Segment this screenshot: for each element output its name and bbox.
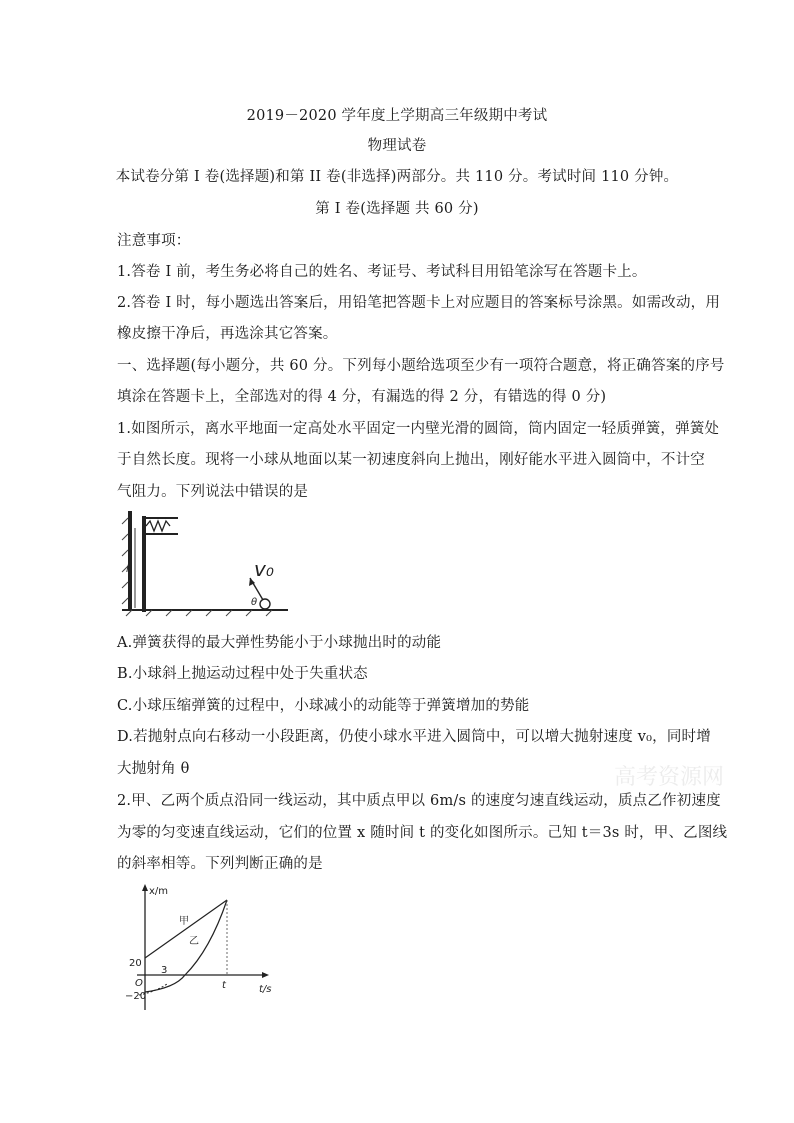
q2-stem-line-2: 为零的匀变速直线运动，它们的位置 x 随时间 t 的变化如图所示。己知 t＝3s 时，甲、乙图线 (117, 825, 728, 841)
q1-option-a: A.弹簧获得的最大弹性势能小于小球抛出时的动能 (117, 635, 442, 651)
q2-y-axis-arrow (142, 884, 148, 891)
q2-curve-yi (145, 900, 227, 992)
q2-y-axis-label: x/m (149, 886, 169, 897)
exam-subject: 物理试卷 (367, 138, 427, 154)
q1-stem-line-2: 于自然长度。现将一小球从地面以某一初速度斜向上抛出，刚好能水平进入圆筒中，不计空 (117, 452, 705, 468)
q2-tick-20: 20 (129, 958, 142, 969)
q2-tick-3: 3 (161, 965, 168, 976)
q2-label-yi: 乙 (189, 936, 199, 947)
q1-spring (146, 521, 170, 531)
notice-item-2-line-1: 2.答卷 I 时，每小题选出答案后，用铅笔把答题卡上对应题目的答案标号涂黑。如需改动，用 (117, 295, 721, 311)
q2-stem-line-3: 的斜率相等。下列判断正确的是 (117, 856, 323, 872)
q2-line-jia (145, 900, 227, 958)
exam-intro: 本试卷分第 I 卷(选择题)和第 II 卷(非选择)两部分。共 110 分。考试时间 110 分钟。 (115, 169, 679, 185)
part-one-heading: 第 I 卷(选择题 共 60 分) (315, 201, 479, 217)
watermark: 高考资源网 (614, 765, 725, 790)
q2-tick-neg20: −20 (125, 991, 147, 1002)
q1-option-b: B.小球斜上抛运动过程中处于失重状态 (117, 666, 368, 682)
q1-wall (128, 511, 132, 611)
q2-x-axis-label: t/s (259, 984, 272, 995)
notice-heading: 注意事项： (117, 233, 191, 249)
section-one-line-1: 一、选择题(每小题分，共 60 分。下列每小题给选项至少有一项符合题意，将正确答案的序号 (117, 358, 725, 374)
q1-label-v0: v₀ (254, 557, 274, 581)
section-one-line-2: 填涂在答题卡上，全部选对的得 4 分，有漏选的得 2 分，有错选的得 0 分) (117, 389, 607, 405)
q1-label-theta: θ (251, 597, 258, 608)
q1-post (142, 516, 146, 612)
q1-stem-line-3: 气阻力。下列说法中错误的是 (117, 484, 309, 500)
q1-option-c: C.小球压缩弹簧的过程中，小球减小的动能等于弹簧增加的势能 (117, 698, 530, 714)
notice-item-1: 1.答卷 I 前，考生务必将自己的姓名、考证号、考试科目用铅笔涂写在答题卡上。 (117, 264, 647, 280)
q1-label-h: h (126, 564, 133, 575)
q1-ball (260, 599, 270, 609)
q1-wall-hatch (122, 518, 128, 604)
q2-origin-label: O (135, 978, 143, 989)
q1-figure (118, 506, 293, 618)
exam-title: 2019－2020 学年度上学期高三年级期中考试 (246, 108, 548, 124)
q1-option-d-line-2: 大抛射角 θ (117, 761, 190, 777)
q1-option-d-line-1: D.若抛射点向右移动一小段距离，仍使小球水平进入圆筒中，可以增大抛射速度 v₀，同时增 (117, 729, 711, 745)
q2-tick-t: t (222, 980, 226, 991)
q1-stem-line-1: 1.如图所示，离水平地面一定高处水平固定一内壁光滑的圆筒，筒内固定一轻质弹簧，弹簧处 (117, 421, 720, 437)
q2-x-axis-arrow (262, 972, 269, 978)
q2-xt-graph (125, 880, 280, 1015)
q2-stem-line-1: 2.甲、乙两个质点沿同一线运动，其中质点甲以 6m/s 的速度匀速直线运动，质点乙作初速度 (117, 793, 721, 809)
q2-label-jia: 甲 (179, 916, 189, 927)
notice-item-2-line-2: 橡皮擦干净后，再选涂其它答案。 (117, 326, 338, 342)
